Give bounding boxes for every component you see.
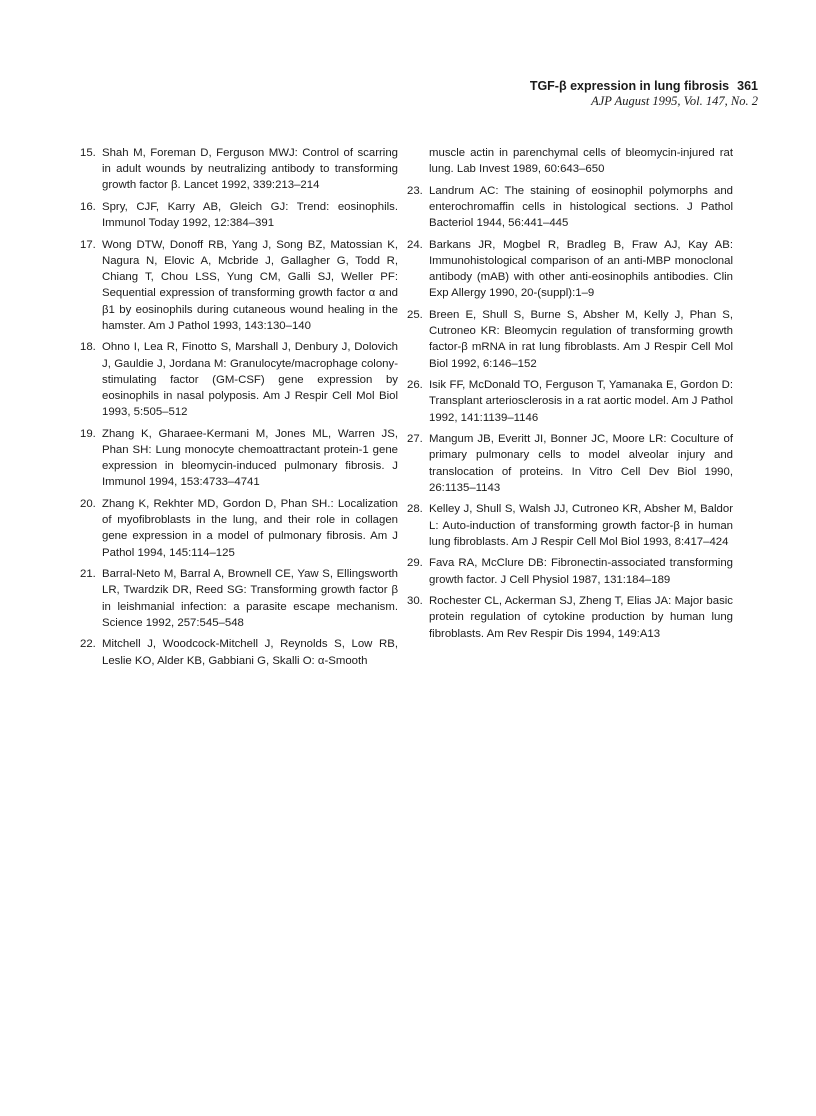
reference-text: Barkans JR, Mogbel R, Bradleg B, Fraw AJ, Kay AB: Immunohistological comparison of an anti-MBP monoclonal antibody (mAB) with other anti-eosinophils antibodies. Clin Exp Allergy 1990, 20-(suppl):1–9 <box>429 238 733 300</box>
reference-number: 19. <box>80 427 96 440</box>
reference-item <box>80 496 398 561</box>
reference-text: muscle actin in parenchymal cells of bleomycin-injured rat lung. Lab Invest 1989, 60:643–650 <box>429 147 733 176</box>
reference-number: 23. <box>407 184 423 197</box>
reference-number: 16. <box>80 201 96 213</box>
reference-text: Isik FF, McDonald TO, Ferguson T, Yamanaka E, Gordon D: Transplant arteriosclerosis in a rat aortic model. Am J Pathol 1992, 141:1139–1146 <box>429 379 733 424</box>
reference-text: Mitchell J, Woodcock-Mitchell J, Reynolds S, Low RB, Leslie KO, Alder KB, Gabbiani G, Skalli O: α-Smooth <box>102 638 398 667</box>
reference-item <box>80 636 398 668</box>
reference-text: Zhang K, Gharaee-Kermani M, Jones ML, Warren JS, Phan SH: Lung monocyte chemoattractant protein-1 gene expression in bleomycin-induced pulmonary fibrosis. J Immunol 1994, 153:4733–4741 <box>102 427 398 489</box>
reference-item <box>407 145 733 177</box>
reference-item <box>407 431 733 496</box>
reference-text: Landrum AC: The staining of eosinophil polymorphs and enterochromaffin cells in histological sections. J Pathol Bacteriol 1944, 56:441–445 <box>429 184 733 230</box>
reference-item <box>80 237 398 334</box>
reference-text: Wong DTW, Donoff RB, Yang J, Song BZ, Matossian K, Nagura N, Elovic A, Mcbride J, Gallagher G, Todd R, Chiang T, Chou LSS, Yung CM, Galli SJ, Weller PF: Sequential expression of transforming growth factor α and β1 by eosinophils during cutaneous wound healing in the hamster. Am J Pathol 1993, 143:130–140 <box>102 238 398 332</box>
reference-item <box>407 593 733 642</box>
reference-number: 30. <box>407 595 423 608</box>
reference-text: Rochester CL, Ackerman SJ, Zheng T, Elias JA: Major basic protein regulation of cytokine production by human lung fibroblasts. Am Rev Respir Dis 1994, 149:A13 <box>429 595 733 640</box>
page-number: 361 <box>737 79 758 93</box>
reference-text: Kelley J, Shull S, Walsh JJ, Cutroneo KR, Absher M, Baldor L: Auto-induction of transforming growth factor-β in human lung fibroblasts. Am J Respir Cell Mol Biol 1993, 8:417–424 <box>429 503 733 548</box>
header-title-line <box>530 79 758 94</box>
references-left-column <box>80 145 398 674</box>
reference-item <box>80 145 398 194</box>
reference-item <box>80 199 398 231</box>
reference-text: Zhang K, Rekhter MD, Gordon D, Phan SH.: Localization of myofibroblasts in the lung, and their role in collagen gene expression in a model of pulmonary fibrosis. Am J Pathol 1994, 145:114–125 <box>102 498 398 559</box>
reference-number: 27. <box>407 433 423 446</box>
reference-number: 29. <box>407 557 423 570</box>
reference-item <box>407 183 733 232</box>
reference-number: 22. <box>80 638 96 651</box>
reference-text: Ohno I, Lea R, Finotto S, Marshall J, Denbury J, Dolovich J, Gauldie J, Jordana M: Granulocyte/macrophage colony-stimulating factor (GM-CSF) gene expression by eosinophils in nasal polyposis. Am J Respir Cell Mol Biol 1993, 5:505–512 <box>102 341 398 419</box>
reference-number: 24. <box>407 238 423 251</box>
reference-item <box>407 555 733 587</box>
reference-number: 26. <box>407 379 423 392</box>
reference-item <box>407 501 733 550</box>
reference-number: 25. <box>407 309 423 321</box>
reference-number: 28. <box>407 503 423 516</box>
reference-number: 18. <box>80 341 96 354</box>
reference-text: Spry, CJF, Karry AB, Gleich GJ: Trend: eosinophils. Immunol Today 1992, 12:384–391 <box>102 201 398 230</box>
reference-text: Fava RA, McClure DB: Fibronectin-associated transforming growth factor. J Cell Physiol 1987, 131:184–189 <box>429 557 733 586</box>
reference-item <box>80 339 398 420</box>
reference-text: Shah M, Foreman D, Ferguson MWJ: Control of scarring in adult wounds by neutralizing antibody to transforming growth factor β. Lancet 1992, 339:213–214 <box>102 147 398 192</box>
journal-citation: AJP August 1995, Vol. 147, No. 2 <box>591 94 758 108</box>
reference-number: 21. <box>80 568 96 581</box>
reference-item <box>407 307 733 372</box>
reference-number: 15. <box>80 147 96 159</box>
references-right-column <box>407 145 733 647</box>
reference-text: Barral-Neto M, Barral A, Brownell CE, Yaw S, Ellingsworth LR, Twardzik DR, Reed SG: Transforming growth factor β in leishmanial infection: a parasite escape mechanism. Science 1992, 257:545–548 <box>102 568 398 629</box>
reference-text: Mangum JB, Everitt JI, Bonner JC, Moore LR: Coculture of primary pulmonary cells to model alveolar injury and translocation of proteins. In Vitro Cell Dev Biol 1990, 26:1135–1143 <box>429 433 733 494</box>
reference-item <box>80 426 398 491</box>
running-header <box>530 79 758 109</box>
reference-number: 20. <box>80 498 96 511</box>
reference-text: Breen E, Shull S, Burne S, Absher M, Kelly J, Phan S, Cutroneo KR: Bleomycin regulation of transforming growth factor-β mRNA in rat lung fibroblasts. Am J Respir Cell Mol Biol 1992, 6:146–152 <box>429 309 733 370</box>
reference-item <box>407 377 733 426</box>
header-title: TGF-β expression in lung fibrosis <box>529 79 730 93</box>
reference-number: 17. <box>80 238 96 251</box>
reference-item <box>80 566 398 631</box>
reference-item <box>407 237 733 302</box>
